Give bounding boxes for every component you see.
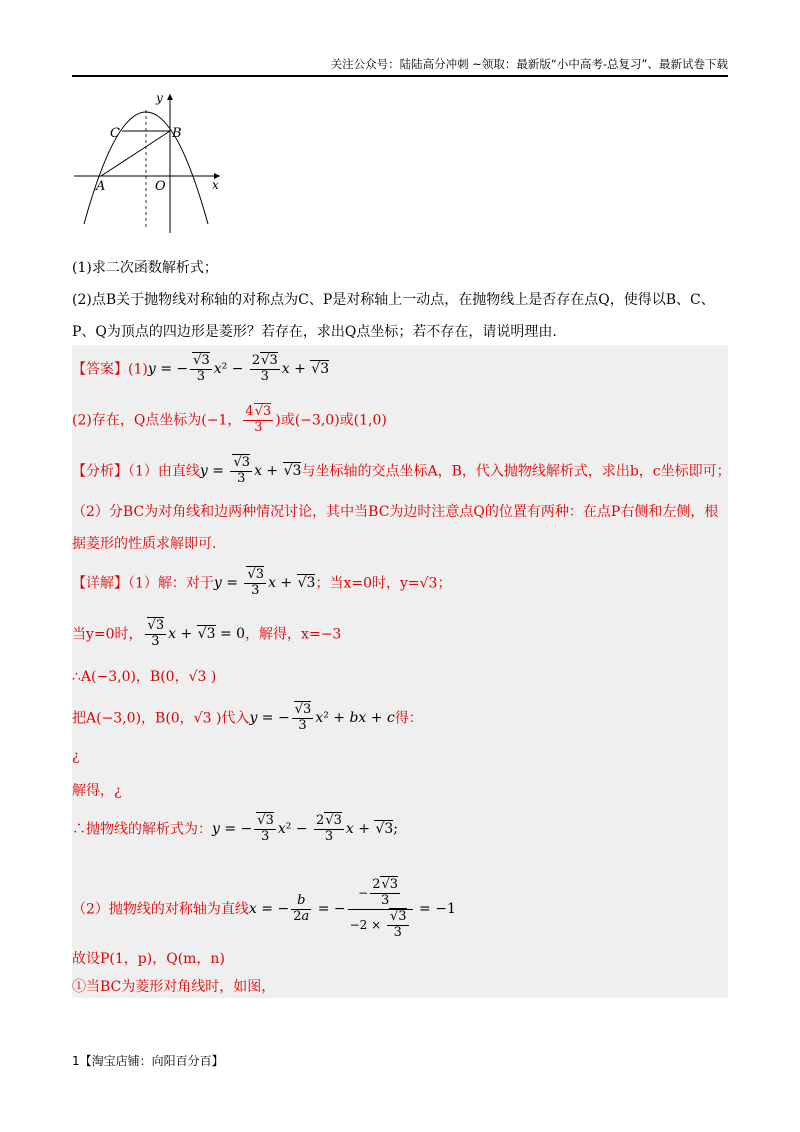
analysis-line-3: 据菱形的性质求解即可. bbox=[72, 536, 217, 552]
detail-line-7: ∴抛物线的解析式为：y = − √ $\frac{3}{3}$ x² − $\frac{2√ 3}{3}$ x + √ 3; bbox=[72, 814, 398, 845]
analysis-text-a: （1）由直线 bbox=[128, 463, 200, 480]
label-y: y bbox=[156, 91, 163, 105]
detail-line-10: ①当BC为菱形对角线时，如图， bbox=[72, 979, 276, 995]
analysis-text-b: 与坐标轴的交点坐标A，B，代入抛物线解析式，求出b，c坐标即可； bbox=[301, 463, 731, 480]
answer-line-2: (2)存在，Q点坐标为(−1， $\frac{4√ 3}{3}$ )或(−3,0)或(1,0) bbox=[72, 405, 387, 436]
analysis-line-1: 【分析】（1）由直线y = √ $\frac{3}{3}$ x + √ 3与坐标轴的交点坐标A，B，代入抛物线解析式，求出b，c坐标即可； bbox=[72, 456, 731, 487]
detail-line-9: 故设P(1，p)，Q(m，n) bbox=[72, 951, 225, 967]
question-2-line2: P、Q为顶点的四边形是菱形？若存在，求出Q点坐标；若不存在，请说明理由. bbox=[72, 324, 557, 340]
detail-l7-a: ∴抛物线的解析式为： bbox=[72, 821, 212, 838]
label-c: C bbox=[110, 126, 120, 141]
detail-l1-a: （1）解：对于 bbox=[128, 575, 214, 592]
page-footer: 1【淘宝店铺：向阳百分百】 bbox=[72, 1054, 224, 1068]
detail-line-4: 把A(−3,0)，B(0，√3 )代入y = − √ $\frac{3}{3}$ x² + bx + c得： bbox=[72, 703, 423, 734]
detail-l2-a: 当y=0时， bbox=[72, 626, 143, 643]
detail-label: 【详解】 bbox=[72, 575, 128, 592]
analysis-label: 【分析】 bbox=[72, 463, 128, 480]
detail-line-1: 【详解】（1）解：对于y = √ $\frac{3}{3}$ x + √ 3；当x=0时，y=√3； bbox=[72, 568, 451, 599]
label-a: A bbox=[96, 179, 106, 194]
detail-l4-b: 得： bbox=[394, 710, 423, 727]
page-header: 关注公众号：陆陆高分冲刺 ~领取：最新版“小中高考-总复习”、最新试卷下载 bbox=[72, 56, 728, 77]
detail-l4-a: 把A(−3,0)，B(0，√3 )代入 bbox=[72, 710, 250, 727]
detail-line-3: ∴A(−3,0)，B(0，√3 ) bbox=[72, 669, 217, 685]
parabola-figure bbox=[70, 88, 230, 238]
detail-line-5: ¿ bbox=[72, 748, 80, 764]
label-x: x bbox=[212, 178, 219, 192]
question-1: (1)求二次函数解析式； bbox=[72, 260, 218, 276]
label-o: O bbox=[155, 179, 166, 194]
detail-l1-b: ；当x=0时，y=√3； bbox=[315, 575, 452, 592]
analysis-line-2: （2）分BC为对角线和边两种情况讨论，其中当BC为边时注意点Q的位置有两种：在点P右侧和左侧，根 bbox=[72, 504, 719, 520]
detail-l8-a: （2）抛物线的对称轴为直线 bbox=[72, 901, 249, 918]
answer-1-prefix: (1) bbox=[128, 361, 148, 378]
answer-2-prefix: (2)存在，Q点坐标为(−1， bbox=[72, 412, 242, 429]
answer-line-1: 【答案】(1)y = − √ $\frac{3}{3}$ x² − $\frac{2√ 3}{3}$ x + √ 3 bbox=[72, 354, 329, 385]
detail-line-2: 当y=0时， √ $\frac{3}{3}$ x + √ 3 = 0，解得，x=−3 bbox=[72, 619, 341, 650]
answer-label: 【答案】 bbox=[72, 361, 128, 378]
answer-2-suffix: )或(−3,0)或(1,0) bbox=[275, 412, 387, 429]
detail-l2-b: ，解得，x=−3 bbox=[245, 626, 342, 643]
question-2-line1: (2)点B关于抛物线对称轴的对称点为C、P是对称轴上一动点，在抛物线上是否存在点Q，使得以B、C、 bbox=[72, 292, 715, 308]
detail-line-6: 解得，¿ bbox=[72, 783, 122, 799]
detail-line-8: （2）抛物线的对称轴为直线x = − $\frac{b}{2a}$ = − − $\frac{2√ 3}{3}$ −2 × √ $\frac{3}{3}$ = −1 bbox=[72, 878, 456, 941]
label-b: B bbox=[172, 126, 182, 141]
